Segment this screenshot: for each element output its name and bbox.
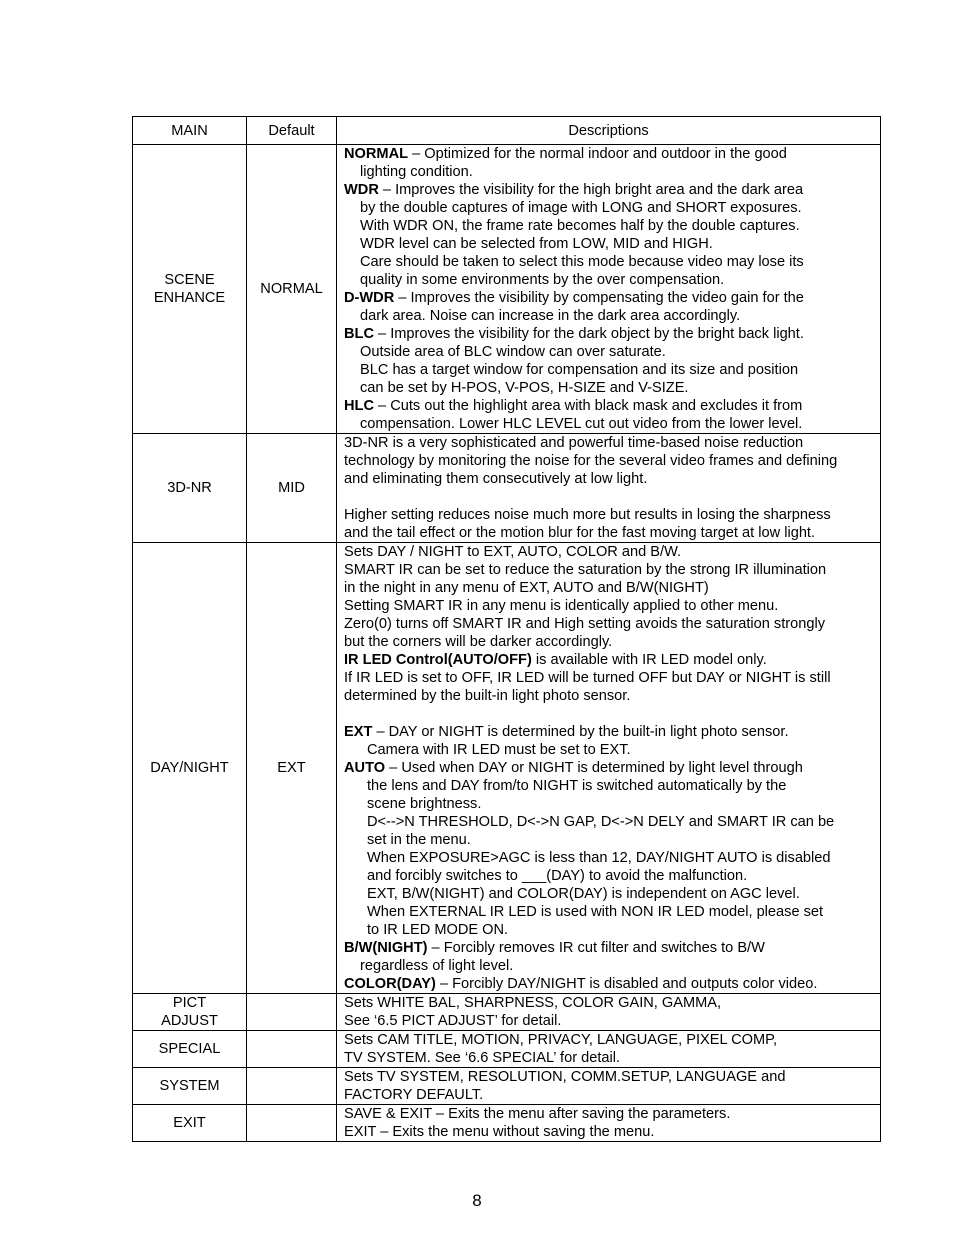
description-line	[344, 452, 876, 470]
description-cell	[337, 1068, 881, 1105]
description-line	[344, 1049, 876, 1067]
description-line	[344, 939, 876, 957]
description-text: set in the menu.	[367, 832, 471, 848]
description-line	[344, 777, 876, 795]
default-cell	[247, 1031, 337, 1068]
description-line	[344, 975, 876, 993]
description-text: Sets WHITE BAL, SHARPNESS, COLOR GAIN, GAMMA,	[344, 995, 722, 1011]
option-keyword: BLC	[344, 326, 374, 342]
description-text: can be set by H-POS, V-POS, H-SIZE and V-SIZE.	[360, 380, 689, 396]
description-line	[344, 921, 876, 939]
table-row-scene-enhance	[133, 145, 881, 434]
option-keyword: WDR	[344, 182, 379, 198]
description-line	[344, 1031, 876, 1049]
table-row-day-night	[133, 543, 881, 994]
option-keyword: B/W(NIGHT)	[344, 940, 428, 956]
description-text: – Used when DAY or NIGHT is determined by light level through	[385, 760, 803, 776]
description-line	[344, 1105, 876, 1123]
description-text: FACTORY DEFAULT.	[344, 1087, 484, 1103]
blank-line	[344, 488, 876, 506]
description-text: SAVE & EXIT – Exits the menu after saving the parameters.	[344, 1106, 731, 1122]
description-line	[344, 1012, 876, 1030]
description-line	[344, 994, 876, 1012]
default-cell: NORMAL	[247, 145, 337, 434]
description-text: 3D-NR is a very sophisticated and powerful time-based noise reduction	[344, 435, 804, 451]
main-cell	[133, 145, 247, 434]
main-cell: SPECIAL	[133, 1031, 247, 1068]
description-line	[344, 506, 876, 524]
description-text: – Improves the visibility for the dark object by the bright back light.	[374, 326, 804, 342]
description-line	[344, 379, 876, 397]
description-text: – DAY or NIGHT is determined by the built-in light photo sensor.	[372, 724, 789, 740]
description-line	[344, 470, 876, 488]
description-line	[344, 343, 876, 361]
description-line	[344, 1068, 876, 1086]
description-text: scene brightness.	[367, 796, 482, 812]
option-keyword: NORMAL	[344, 146, 409, 162]
description-line	[344, 397, 876, 415]
description-text: Sets TV SYSTEM, RESOLUTION, COMM.SETUP, LANGUAGE and	[344, 1069, 786, 1085]
description-text: Sets CAM TITLE, MOTION, PRIVACY, LANGUAGE, PIXEL COMP,	[344, 1032, 778, 1048]
default-cell	[247, 1105, 337, 1142]
description-line	[344, 415, 876, 433]
option-keyword: AUTO	[344, 760, 386, 776]
description-text: – Forcibly DAY/NIGHT is disabled and outputs color video.	[435, 976, 818, 992]
description-line	[344, 633, 876, 651]
description-text: dark area. Noise can increase in the dark area accordingly.	[360, 308, 741, 324]
description-cell	[337, 1031, 881, 1068]
description-text: If IR LED is set to OFF, IR LED will be turned OFF but DAY or NIGHT is still	[344, 670, 831, 686]
description-line	[344, 235, 876, 253]
description-text: EXT, B/W(NIGHT) and COLOR(DAY) is independent on AGC level.	[367, 886, 800, 902]
description-line	[344, 217, 876, 235]
option-keyword: D-WDR	[344, 290, 395, 306]
main-cell	[133, 994, 247, 1031]
description-line	[344, 903, 876, 921]
description-line	[344, 957, 876, 975]
description-cell	[337, 543, 881, 994]
description-text: technology by monitoring the noise for the several video frames and defining	[344, 453, 838, 469]
header-descriptions: Descriptions	[337, 117, 881, 145]
description-text: regardless of light level.	[360, 958, 514, 974]
description-text: – Optimized for the normal indoor and outdoor in the good	[408, 146, 787, 162]
description-line	[344, 651, 876, 669]
description-line	[344, 669, 876, 687]
description-text: and the tail effect or the motion blur for the fast moving target at low light.	[344, 525, 816, 541]
description-text: When EXTERNAL IR LED is used with NON IR LED model, please set	[367, 904, 824, 920]
description-line	[344, 687, 876, 705]
description-line	[344, 615, 876, 633]
description-text: to IR LED MODE ON.	[367, 922, 509, 938]
main-label-line: ENHANCE	[153, 290, 226, 306]
page-number: 8	[472, 1191, 482, 1210]
description-text: Higher setting reduces noise much more but results in losing the sharpness	[344, 507, 831, 523]
description-line	[344, 163, 876, 181]
description-text: – Cuts out the highlight area with black mask and excludes it from	[374, 398, 803, 414]
description-line	[344, 361, 876, 379]
description-cell	[337, 994, 881, 1031]
default-cell: EXT	[247, 543, 337, 994]
description-text: in the night in any menu of EXT, AUTO and B/W(NIGHT)	[344, 580, 709, 596]
description-text: – Improves the visibility by compensating the video gain for the	[394, 290, 804, 306]
description-line	[344, 795, 876, 813]
description-line	[344, 524, 876, 542]
description-text: by the double captures of image with LONG and SHORT exposures.	[360, 200, 802, 216]
description-text: Zero(0) turns off SMART IR and High setting avoids the saturation strongly	[344, 616, 826, 632]
description-text: TV SYSTEM. See ‘6.6 SPECIAL’ for detail.	[344, 1050, 621, 1066]
description-line	[344, 885, 876, 903]
description-line	[344, 1123, 876, 1141]
main-label-line: PICT	[172, 995, 207, 1011]
table-header-row	[133, 117, 881, 145]
description-text: but the corners will be darker accordingly.	[344, 634, 613, 650]
description-text: quality in some environments by the over compensation.	[360, 272, 725, 288]
description-text: is available with IR LED model only.	[531, 652, 767, 668]
description-text: Outside area of BLC window can over saturate.	[360, 344, 666, 360]
table-row-system	[133, 1068, 881, 1105]
description-text: When EXPOSURE>AGC is less than 12, DAY/NIGHT AUTO is disabled	[367, 850, 831, 866]
description-text: D<-->N THRESHOLD, D<->N GAP, D<->N DELY and SMART IR can be	[367, 814, 835, 830]
description-text: Sets DAY / NIGHT to EXT, AUTO, COLOR and B/W.	[344, 544, 682, 560]
description-text: and eliminating them consecutively at low light.	[344, 471, 648, 487]
description-text: BLC has a target window for compensation and its size and position	[360, 362, 799, 378]
description-line	[344, 561, 876, 579]
description-text: EXIT – Exits the menu without saving the menu.	[344, 1124, 655, 1140]
header-default: Default	[247, 117, 337, 145]
description-line	[344, 759, 876, 777]
blank-line	[344, 705, 876, 723]
default-cell: MID	[247, 434, 337, 543]
description-text: See ‘6.5 PICT ADJUST’ for detail.	[344, 1013, 562, 1029]
main-cell: SYSTEM	[133, 1068, 247, 1105]
description-line	[344, 1086, 876, 1104]
option-keyword: EXT	[344, 724, 373, 740]
description-line	[344, 597, 876, 615]
description-cell	[337, 434, 881, 543]
description-line	[344, 253, 876, 271]
description-text: Camera with IR LED must be set to EXT.	[367, 742, 631, 758]
description-text: WDR level can be selected from LOW, MID and HIGH.	[360, 236, 713, 252]
description-text: SMART IR can be set to reduce the saturation by the strong IR illumination	[344, 562, 827, 578]
description-line	[344, 145, 876, 163]
description-line	[344, 181, 876, 199]
description-line	[344, 723, 876, 741]
main-cell: EXIT	[133, 1105, 247, 1142]
description-line	[344, 271, 876, 289]
description-cell	[337, 145, 881, 434]
description-text: Care should be taken to select this mode because video may lose its	[360, 254, 804, 270]
option-keyword: COLOR(DAY)	[344, 976, 436, 992]
description-line	[344, 434, 876, 452]
description-text: and forcibly switches to ___(DAY) to avoid the malfunction.	[367, 868, 748, 884]
description-line	[344, 325, 876, 343]
table-row-exit	[133, 1105, 881, 1142]
description-line	[344, 199, 876, 217]
description-line	[344, 543, 876, 561]
description-text: Setting SMART IR in any menu is identically applied to other menu.	[344, 598, 779, 614]
table-row-3d-nr	[133, 434, 881, 543]
main-cell: DAY/NIGHT	[133, 543, 247, 994]
description-text: determined by the built-in light photo sensor.	[344, 688, 631, 704]
table-row-pict-adjust	[133, 994, 881, 1031]
default-cell	[247, 994, 337, 1031]
description-text: lighting condition.	[360, 164, 473, 180]
description-cell	[337, 1105, 881, 1142]
description-line	[344, 813, 876, 831]
menu-table	[132, 116, 881, 1142]
description-line	[344, 579, 876, 597]
default-cell	[247, 1068, 337, 1105]
description-text: – Improves the visibility for the high bright area and the dark area	[378, 182, 804, 198]
description-text: the lens and DAY from/to NIGHT is switched automatically by the	[367, 778, 787, 794]
description-line	[344, 849, 876, 867]
header-main: MAIN	[133, 117, 247, 145]
description-text: – Forcibly removes IR cut filter and switches to B/W	[427, 940, 765, 956]
description-line	[344, 867, 876, 885]
option-keyword: IR LED Control(AUTO/OFF)	[344, 652, 532, 668]
description-line	[344, 289, 876, 307]
description-text: With WDR ON, the frame rate becomes half by the double captures.	[360, 218, 800, 234]
main-cell: 3D-NR	[133, 434, 247, 543]
description-line	[344, 307, 876, 325]
description-text: compensation. Lower HLC LEVEL cut out video from the lower level.	[360, 416, 803, 432]
description-line	[344, 741, 876, 759]
option-keyword: HLC	[344, 398, 374, 414]
description-line	[344, 831, 876, 849]
table-row-special	[133, 1031, 881, 1068]
main-label-line: SCENE	[164, 272, 215, 288]
main-label-line: ADJUST	[161, 1013, 218, 1029]
